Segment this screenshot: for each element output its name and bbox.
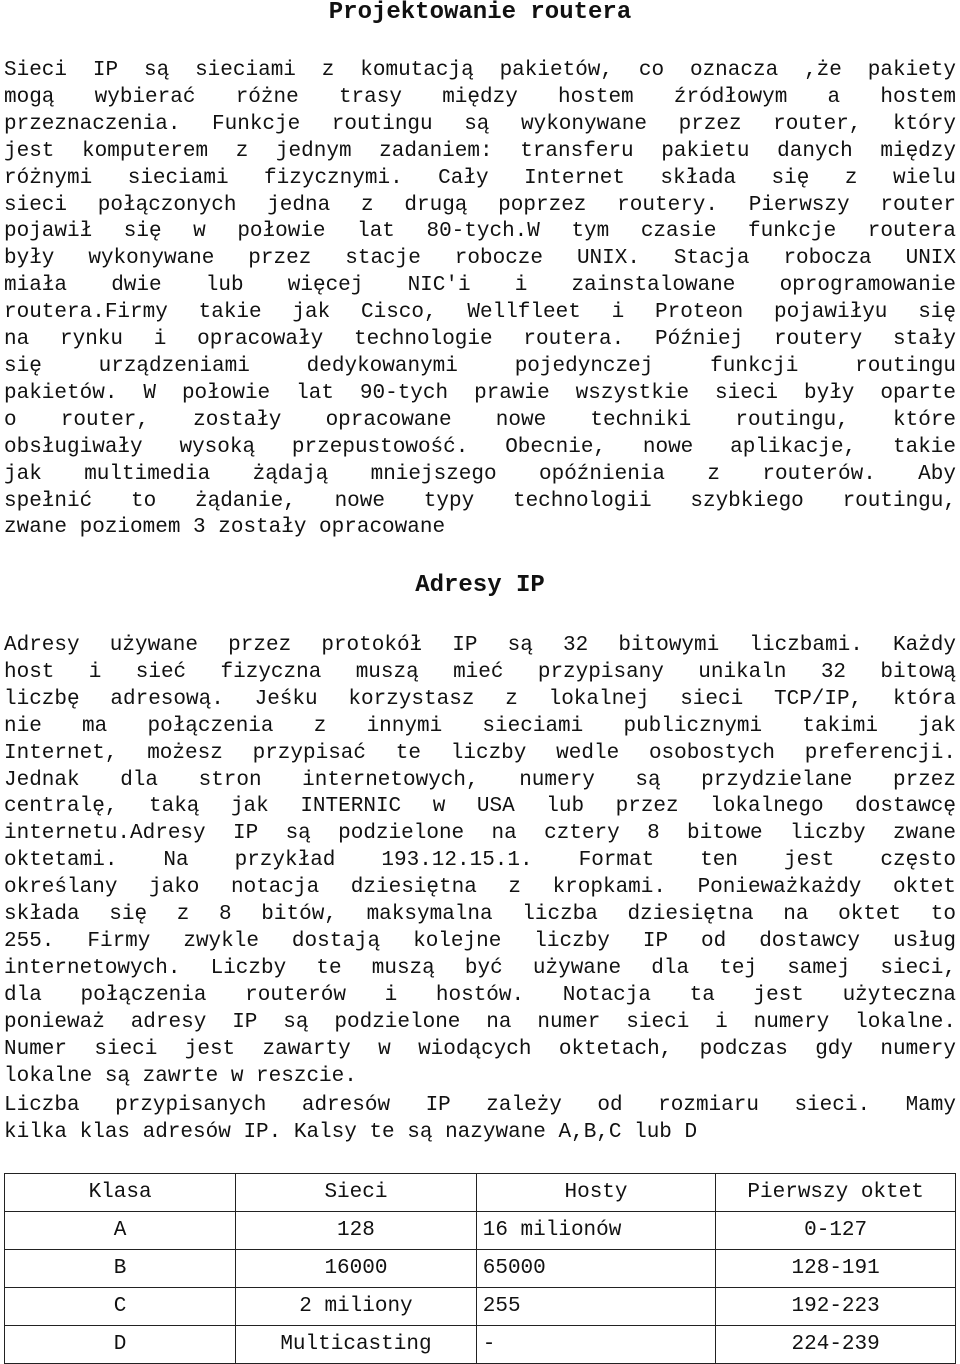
- table-header-row: [5, 1174, 956, 1212]
- text-line: internetu.Adresy IP są podzielone na cztery 8 bitowe liczby zwane: [4, 822, 956, 846]
- page-title: Projektowanie routera: [328, 0, 632, 26]
- text-line: jest komputerem z jednym zadaniem: transferu pakietu danych między: [4, 139, 956, 163]
- text-line: jak multimedia żądają mniejszego opóźnienia z routerów. Aby: [4, 462, 956, 486]
- cell-klasa: B: [5, 1250, 236, 1288]
- cell-hosty: -: [476, 1326, 716, 1364]
- cell-hosty: 16 milionów: [476, 1212, 716, 1250]
- text-line: Numer sieci jest zawarty w wiodących oktetach, podczas gdy numery: [4, 1037, 956, 1061]
- cell-sieci: Multicasting: [236, 1326, 477, 1364]
- column-header-pierwszy-oktet: Pierwszy oktet: [716, 1174, 956, 1212]
- text-line: mogą wybierać różne trasy między hostem źródłowym a hostem: [4, 85, 956, 109]
- text-line: pojawił się w połowie lat 80-tych.W tym czasie funkcje routera: [4, 220, 956, 244]
- cell-klasa: C: [5, 1288, 236, 1326]
- text-line: host i sieć fizyczna muszą mieć przypisany unikaln 32 bitową: [4, 660, 956, 684]
- text-line: centralę, taką jak INTERNIC w USA lub przez lokalnego dostawcę: [4, 795, 956, 819]
- text-line: Liczba przypisanych adresów IP zależy od rozmiaru sieci. Mamy: [4, 1094, 956, 1117]
- section-heading: Adresy IP: [415, 572, 545, 599]
- cell-hosty: 255: [476, 1288, 716, 1326]
- paragraph-routery: [4, 58, 956, 542]
- text-line: spełnić to żądanie, nowe typy technologii szybkiego routingu,: [4, 489, 956, 513]
- cell-sieci: 2 miliony: [236, 1288, 477, 1326]
- text-line: o router, zostały opracowane nowe techniki routingu, które: [4, 408, 956, 432]
- text-line: Internet, możesz przypisać te liczby wedle osobostych preferencji.: [4, 741, 956, 765]
- column-header-sieci: Sieci: [236, 1174, 477, 1212]
- text-line: 255. Firmy zwykle dostają kolejne liczby IP od dostawcy usług: [4, 929, 956, 953]
- text-line: obsługiwały wysoką przepustowość. Obecnie, nowe aplikacje, takie: [4, 435, 956, 459]
- cell-sieci: 128: [236, 1212, 477, 1250]
- cell-pierwszy-oktet: 192-223: [716, 1288, 956, 1326]
- text-line: kilka klas adresów IP. Kalsy te są nazywane A,B,C lub D: [4, 1120, 698, 1144]
- cell-pierwszy-oktet: 128-191: [716, 1250, 956, 1288]
- text-line: różnymi sieciami fizycznymi. Cały Internet składa się z wielu: [4, 166, 956, 190]
- column-header-hosty: Hosty: [476, 1174, 716, 1212]
- text-line: na rynku i opracowały technologie routera. Później routery stały: [4, 328, 956, 352]
- paragraph-klasy: [4, 1093, 956, 1147]
- text-line: Sieci IP są sieciami z komutacją pakietów, co oznacza ,że pakiety: [4, 59, 956, 82]
- text-line: określany jako notacja dziesiętna z kropkami. Ponieważkażdy oktet: [4, 876, 956, 900]
- text-line: nie ma połączenia z innymi sieciami publicznymi takimi jak: [4, 714, 956, 738]
- text-line: routera.Firmy takie jak Cisco, Wellfleet i Proteon pojawiłyu się: [4, 301, 956, 325]
- ip-classes-table: [4, 1173, 956, 1364]
- text-line: ponieważ adresy IP są podzielone na numer sieci i numery lokalne.: [4, 1010, 956, 1034]
- text-line: składa się z 8 bitów, maksymalna liczba dziesiętna na oktet to: [4, 903, 956, 927]
- text-line: oktetami. Na przykład 193.12.15.1. Format ten jest często: [4, 849, 956, 873]
- text-line: lokalne są zawrte w reszcie.: [4, 1064, 357, 1088]
- text-line: się urządzeniami dedykowanymi pojedynczej funkcji routingu: [4, 354, 956, 378]
- text-line: sieci połączonych jedna z drugą poprzez routery. Pierwszy router: [4, 193, 956, 217]
- cell-klasa: D: [5, 1326, 236, 1364]
- table-row: [5, 1326, 956, 1364]
- cell-pierwszy-oktet: 0-127: [716, 1212, 956, 1250]
- table-row: [5, 1250, 956, 1288]
- table-row: [5, 1212, 956, 1250]
- text-line: pakietów. W połowie lat 90-tych prawie wszystkie sieci były oparte: [4, 381, 956, 405]
- text-line: internetowych. Liczby te muszą być używane dla tej samej sieci,: [4, 956, 956, 980]
- paragraph-adresy: [4, 633, 956, 1090]
- text-line: Adresy używane przez protokół IP są 32 bitowymi liczbami. Każdy: [4, 634, 956, 657]
- cell-klasa: A: [5, 1212, 236, 1250]
- cell-pierwszy-oktet: 224-239: [716, 1326, 956, 1364]
- text-line: liczbę adresową. Jeśku korzystasz z lokalnej sieci TCP/IP, która: [4, 687, 956, 711]
- text-line: dla połączenia routerów i hostów. Notacja ta jest użyteczna: [4, 983, 956, 1007]
- text-line: Jednak dla stron internetowych, numery są przydzielane przez: [4, 768, 956, 792]
- cell-hosty: 65000: [476, 1250, 716, 1288]
- text-line: zwane poziomem 3 zostały opracowane: [4, 516, 446, 540]
- text-line: były wykonywane przez stacje robocze UNIX. Stacja robocza UNIX: [4, 247, 956, 271]
- table-row: [5, 1288, 956, 1326]
- cell-sieci: 16000: [236, 1250, 477, 1288]
- text-line: miała dwie lub więcej NIC'i i zainstalowane oprogramowanie: [4, 274, 956, 298]
- text-line: przeznaczenia. Funkcje routingu są wykonywane przez router, który: [4, 112, 956, 136]
- column-header-klasa: Klasa: [5, 1174, 236, 1212]
